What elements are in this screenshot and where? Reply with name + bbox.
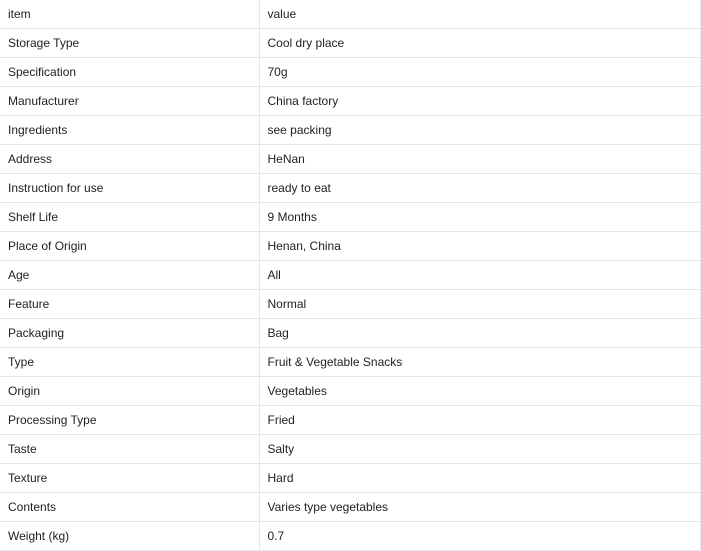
table-row [0,435,700,464]
attribute-name-cell: Ingredients [0,116,259,145]
table-row [0,58,700,87]
table-row [0,377,700,406]
attribute-name-cell: Processing Type [0,406,259,435]
attribute-value-cell: Hard [259,464,700,493]
attribute-name-cell: Weight (kg) [0,522,259,551]
attribute-value-cell: Henan, China [259,232,700,261]
table-row [0,261,700,290]
attribute-name-cell: Age [0,261,259,290]
table-row [0,145,700,174]
attribute-name-cell: Manufacturer [0,87,259,116]
attribute-value-cell: 0.7 [259,522,700,551]
attribute-value-cell: Fried [259,406,700,435]
table-row [0,348,700,377]
attribute-name-cell: Packaging [0,319,259,348]
header-value-cell: value [259,0,700,29]
attribute-name-cell: Instruction for use [0,174,259,203]
attribute-value-cell: Cool dry place [259,29,700,58]
attribute-value-cell: China factory [259,87,700,116]
attribute-name-cell: Place of Origin [0,232,259,261]
table-row [0,522,700,551]
table-row [0,116,700,145]
table-row [0,290,700,319]
table-row [0,493,700,522]
attribute-value-cell: ready to eat [259,174,700,203]
attribute-name-cell: Shelf Life [0,203,259,232]
attribute-value-cell: Salty [259,435,700,464]
attribute-value-cell: Bag [259,319,700,348]
attribute-name-cell: Specification [0,58,259,87]
attribute-value-cell: All [259,261,700,290]
attribute-value-cell: Fruit & Vegetable Snacks [259,348,700,377]
header-key-cell: item [0,0,259,29]
table-row [0,203,700,232]
attribute-name-cell: Contents [0,493,259,522]
attribute-name-cell: Texture [0,464,259,493]
table-row [0,232,700,261]
table-row [0,406,700,435]
attribute-value-cell: 9 Months [259,203,700,232]
attribute-value-cell: HeNan [259,145,700,174]
table-row [0,319,700,348]
table-row [0,29,700,58]
attribute-name-cell: Address [0,145,259,174]
attribute-value-cell: Vegetables [259,377,700,406]
attribute-value-cell: Varies type vegetables [259,493,700,522]
attribute-name-cell: Feature [0,290,259,319]
table-row [0,464,700,493]
attribute-value-cell: 70g [259,58,700,87]
attribute-name-cell: Taste [0,435,259,464]
attribute-name-cell: Storage Type [0,29,259,58]
table-header-row [0,0,700,29]
table-row [0,87,700,116]
attribute-name-cell: Origin [0,377,259,406]
attribute-value-cell: Normal [259,290,700,319]
table-row [0,174,700,203]
attribute-name-cell: Type [0,348,259,377]
attribute-value-cell: see packing [259,116,700,145]
